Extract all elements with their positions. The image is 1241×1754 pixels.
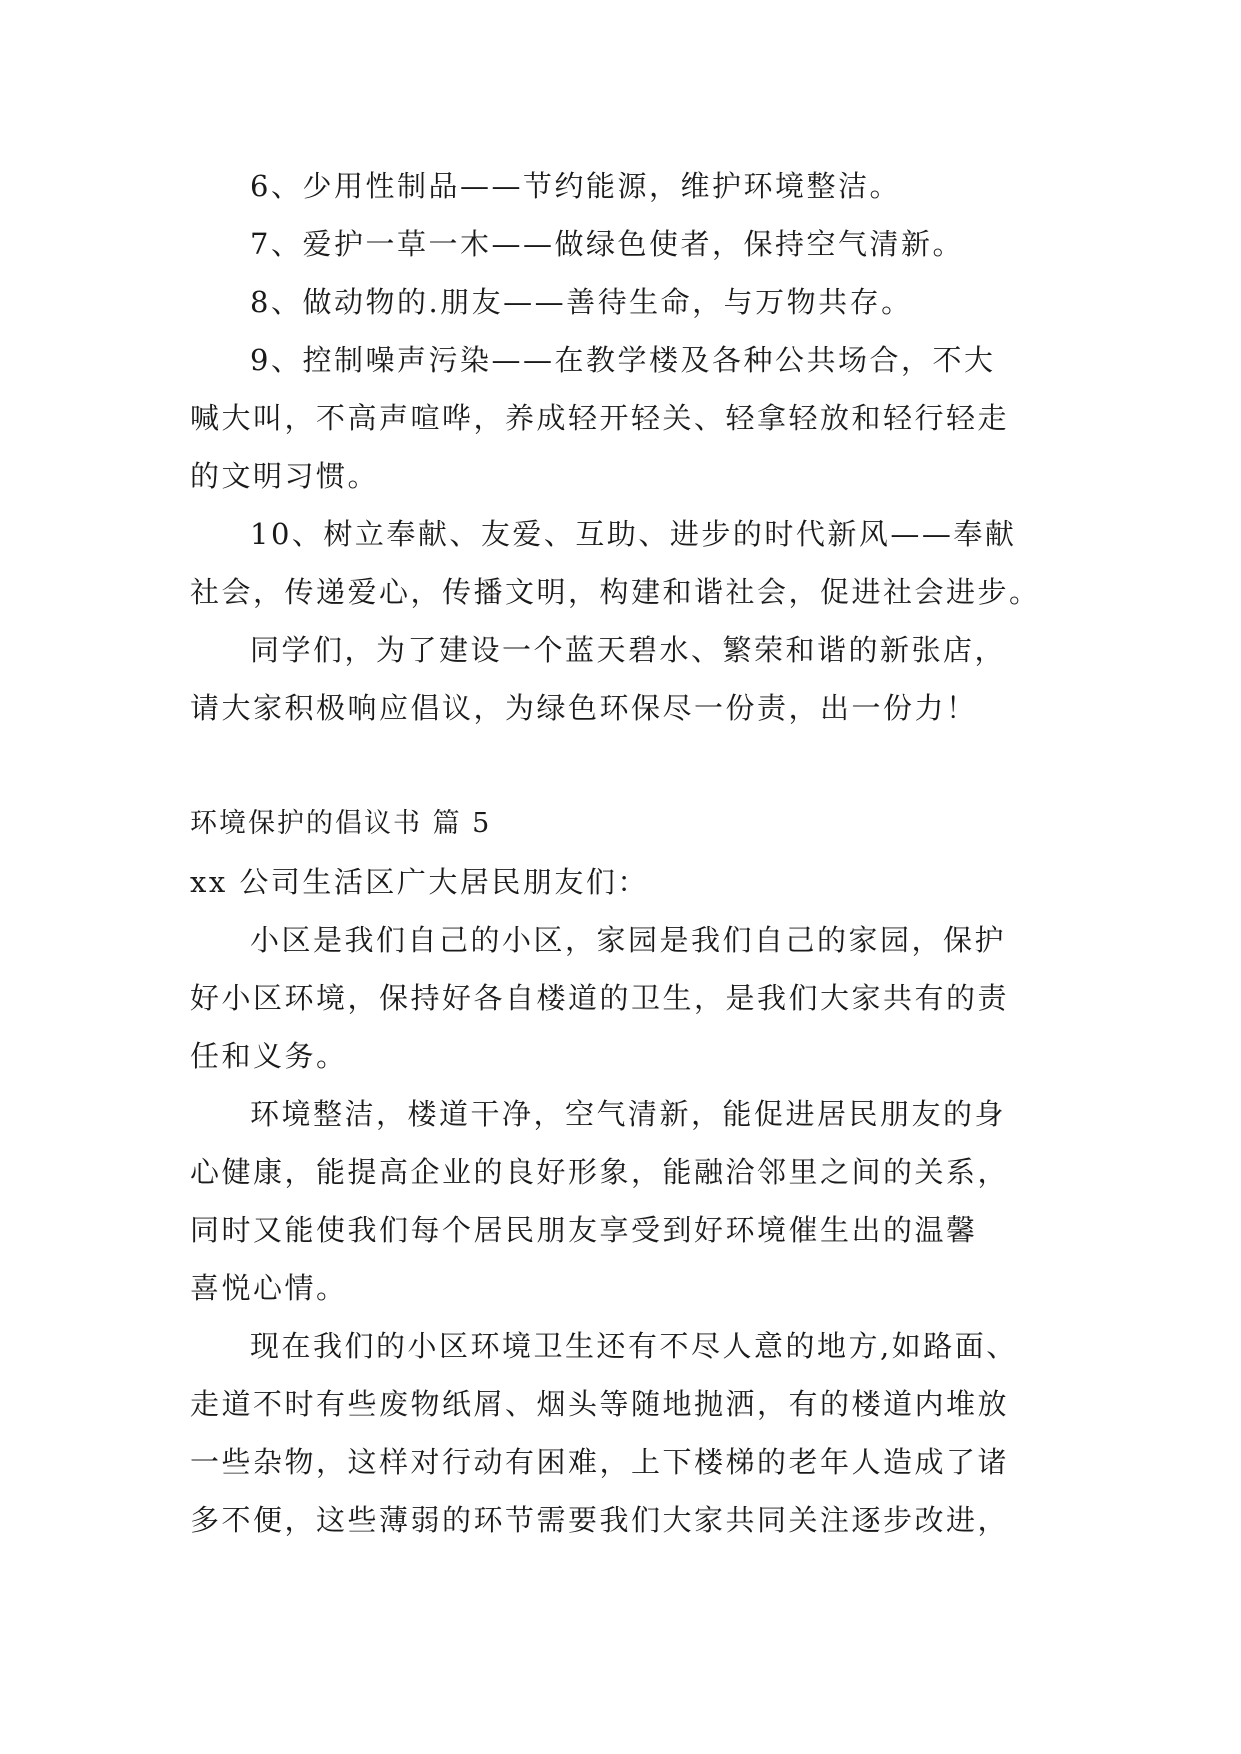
paragraph-line: 任和义务。 — [190, 1039, 348, 1073]
paragraph-line: 走道不时有些废物纸屑、烟头等随地抛洒，有的楼道内堆放 — [190, 1387, 1010, 1421]
list-item-7: 7、爱护一草一木——做绿色使者，保持空气清新。 — [250, 227, 964, 261]
paragraph-line: 喜悦心情。 — [190, 1271, 348, 1305]
paragraph-line: 喊大叫，不高声喧哗，养成轻开轻关、轻拿轻放和轻行轻走 — [190, 401, 1010, 435]
paragraph-line: 一些杂物，这样对行动有困难，上下楼梯的老年人造成了诸 — [190, 1445, 1010, 1479]
paragraph-line: 多不便，这些薄弱的环节需要我们大家共同关注逐步改进， — [190, 1503, 1010, 1537]
list-item-10: 10、树立奉献、友爱、互助、进步的时代新风——奉献 — [250, 517, 1017, 551]
paragraph-line: 环境整洁，楼道干净，空气清新，能促进居民朋友的身 — [250, 1097, 1007, 1131]
list-item-8: 8、做动物的.朋友——善待生命，与万物共存。 — [250, 285, 913, 319]
list-item-9: 9、控制噪声污染——在教学楼及各种公共场合，不大 — [250, 343, 996, 377]
paragraph-line: 同时又能使我们每个居民朋友享受到好环境催生出的温馨 — [190, 1213, 978, 1247]
paragraph-line: 现在我们的小区环境卫生还有不尽人意的地方,如路面、 — [250, 1329, 1018, 1363]
section-heading: 环境保护的倡议书 篇 5 — [190, 808, 492, 839]
paragraph-line: 的文明习惯。 — [190, 459, 380, 493]
paragraph-line: 小区是我们自己的小区，家园是我们自己的家园，保护 — [250, 923, 1007, 957]
paragraph-line: 心健康，能提高企业的良好形象，能融洽邻里之间的关系， — [190, 1155, 1010, 1189]
list-item-6: 6、少用性制品——节约能源，维护环境整洁。 — [250, 169, 901, 203]
paragraph-line: 好小区环境，保持好各自楼道的卫生，是我们大家共有的责 — [190, 981, 1010, 1015]
paragraph-line: 请大家积极响应倡议，为绿色环保尽一份责，出一份力！ — [190, 691, 978, 725]
closing-paragraph: 同学们，为了建设一个蓝天碧水、繁荣和谐的新张店， — [250, 633, 1007, 667]
paragraph-line: 社会，传递爱心，传播文明，构建和谐社会，促进社会进步。 — [190, 575, 1041, 609]
salutation: xx 公司生活区广大居民朋友们： — [190, 865, 649, 899]
